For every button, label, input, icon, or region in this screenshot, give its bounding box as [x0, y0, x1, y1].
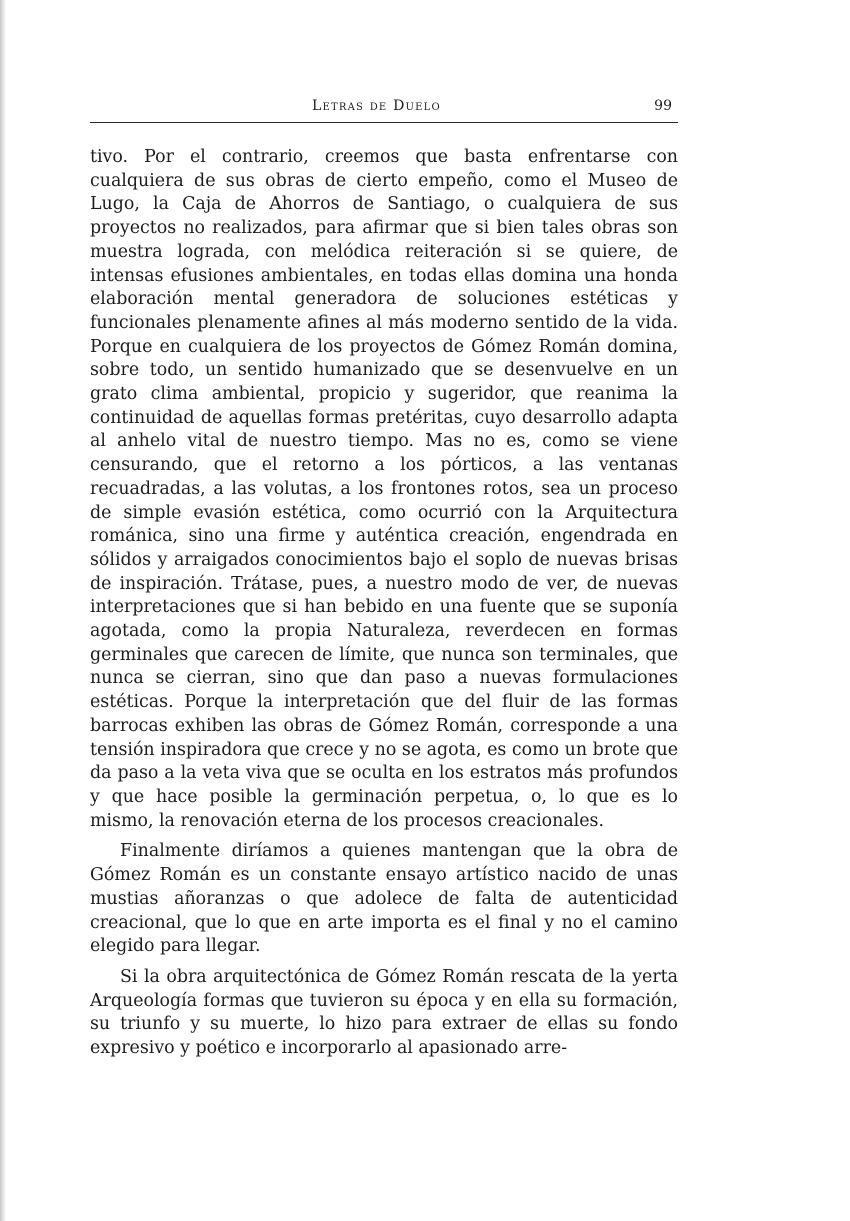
- paragraph-finalmente: Finalmente diríamos a quienes mantengan que la obra de Gómez Román es un constante ensayo artístico nacido de unas mustias añoranzas o que adolece de falta de autenticidad creacional, que lo que en arte importa es el final y no el camino elegido para llegar.: [90, 841, 678, 957]
- paragraph-si-la-obra: Si la obra arquitectónica de Gómez Román rescata de la yerta Arqueología formas que tuvieron su época y en ella su formación, su triunfo y su muerte, lo hizo para extraer de ellas su fondo expresivo y poético e incorporarlo al apasionado arre-: [90, 966, 678, 1059]
- paragraph-continued: tivo. Por el contrario, creemos que basta enfrentarse con cualquiera de sus obras de cierto empeño, como el Museo de Lugo, la Caja de Ahorros de Santiago, o cualquiera de sus proyectos no realizados, para afirmar que si bien tales obras son muestra lograda, con melódica reiteración si se quiere, de intensas efusiones ambientales, en todas ellas domina una honda elaboración mental generadora de soluciones estéticas y funcionales plenamente afines al más moderno sentido de la vida. Porque en cualquiera de los proyectos de Gómez Román domina, sobre todo, un sentido humanizado que se desenvuelve en un grato clima ambiental, propicio y sugeridor, que reanima la continuidad de aquellas formas pretéritas, cuyo desarrollo adapta al anhelo vital de nuestro tiempo. Mas no es, como se viene censurando, que el retorno a los pórticos, a las ventanas recuadradas, a las volutas, a los frontones rotos, sea un proceso de simple evasión estética, como ocurrió con la Arquitectura románica, sino una firme y auténtica creación, engendrada en sólidos y arraigados conocimientos bajo el soplo de nuevas brisas de inspiración. Trátase, pues, a nuestro modo de ver, de nuevas interpretaciones que si han bebido en una fuente que se suponía agotada, como la propia Naturaleza, reverdecen en formas germinales que carecen de límite, que nunca son terminales, que nunca se cierran, sino que dan paso a nuevas formulaciones estéticas. Porque la interpretación que del fluir de las formas barrocas exhiben las obras de Gómez Román, corresponde a una tensión inspiradora que crece y no se agota, es como un brote que da paso a la veta viva que se oculta en los estratos más profundos y que hace posible la germinación perpetua, o, lo que es lo mismo, la renovación eterna de los procesos creacionales.: [90, 147, 678, 831]
- running-header: [90, 96, 678, 123]
- page-binding-edge: [0, 0, 6, 1221]
- running-title: Letras de Duelo: [312, 98, 441, 114]
- body-text: [90, 146, 678, 1061]
- page-number: 99: [654, 98, 672, 114]
